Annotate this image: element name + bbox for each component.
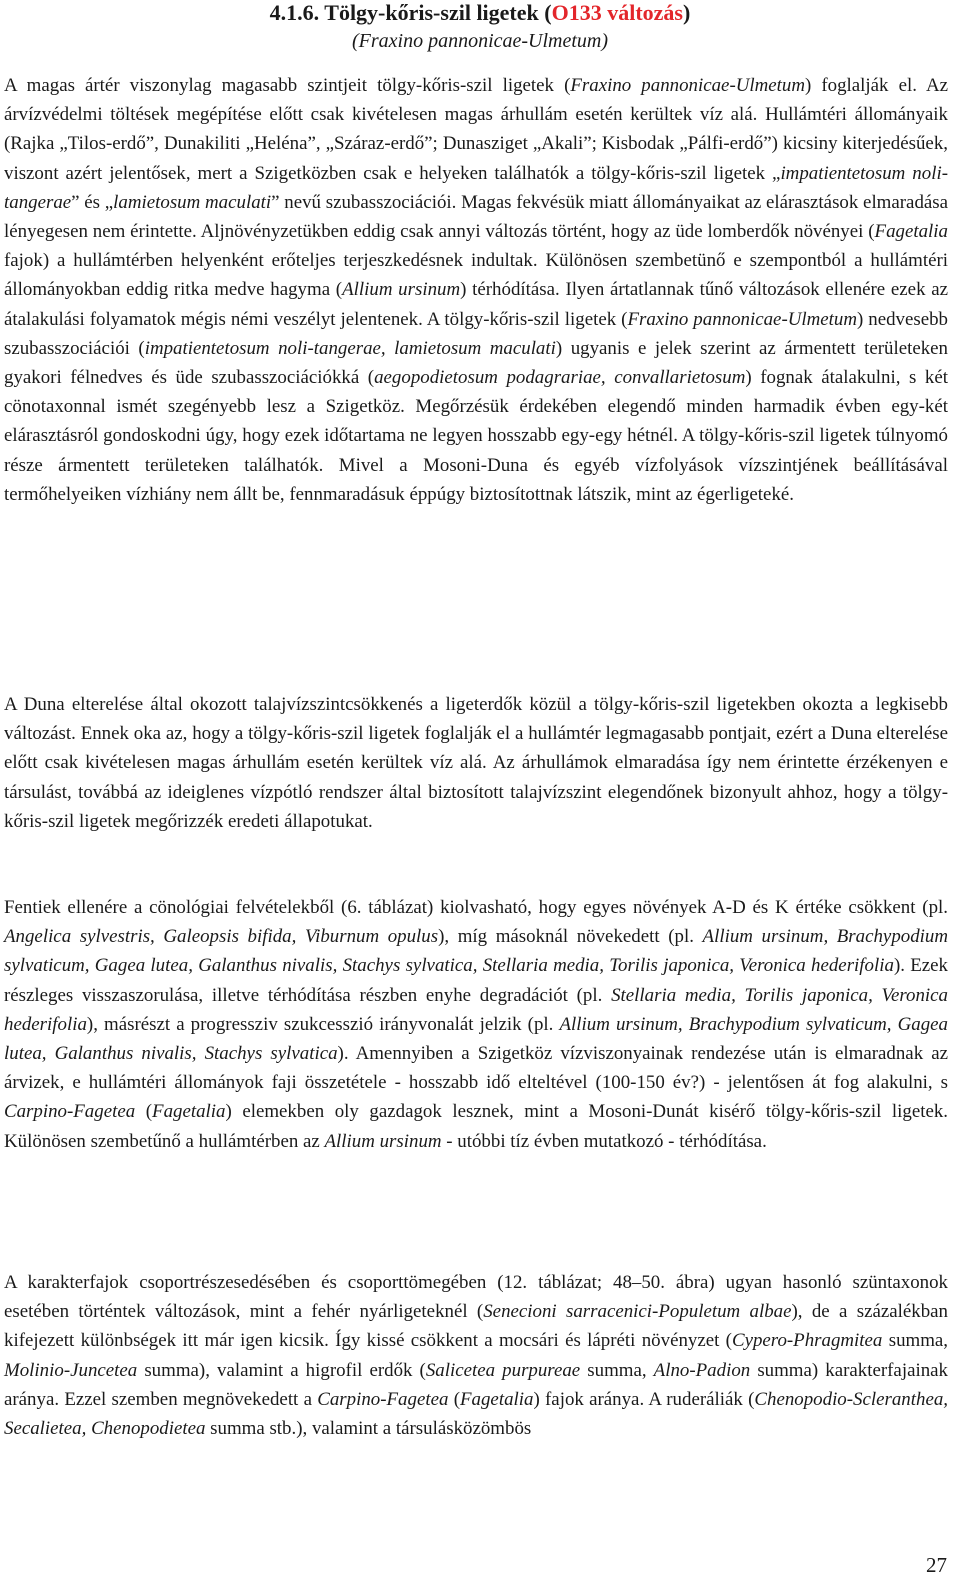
italic-taxon-text: Angelica sylvestris, Galeopsis bifida, Viburnum opulus <box>4 926 439 948</box>
italic-taxon-text: Fraxino pannonicae-Ulmetum <box>570 75 805 96</box>
section-subtitle: (Fraxino pannonicae-Ulmetum) <box>351 30 609 52</box>
paragraph-text: A karakterfajok csoportrészesedésében és csoporttömegében (12. táblázat; 48–50. ábra) ugyan hasonló szüntaxonok esetében történtek változások, mint a fehér nyárligeteknél ( <box>4 1272 948 1323</box>
italic-taxon-text: lamietosum maculati <box>113 191 272 213</box>
paragraph-text: ) elemekben oly gazdagok lesznek, mint a Mosoni-Dunát kisérő tölgy-kőris-szil ligetek. Különösen szembetűnő a hullámtérben az <box>4 1101 949 1152</box>
paragraph-2 <box>4 690 948 836</box>
paragraph-text: ( <box>135 1101 153 1123</box>
paragraph-text: Fentiek ellenére a cönológiai felvételekből (6. táblázat) kiolvasható, hogy egyes növények A-D és K értéke csökkent (pl. <box>4 897 948 918</box>
paragraph-text: summa) karakterfajainak aránya. Ezzel szemben megnövekedett a <box>4 1359 948 1410</box>
paragraph-text: ). Amennyiben a Szigetköz vízviszonyainak rendezése után is elmaradnak az árvizek, e hullámtéri állományok faji összetétele - hosszabb idő elteltével (100-150 év?) - jelentősen át fog alakulni, s <box>4 1043 949 1094</box>
paragraph-1 <box>4 71 948 509</box>
italic-taxon-text: Chenopodio-Scleranthea, Secalietea, Chenopodietea <box>4 1388 948 1440</box>
italic-taxon-text: Cypero-Phragmitea <box>731 1330 883 1352</box>
heading-suffix: ) <box>682 0 691 25</box>
change-code: O133 változás <box>551 0 683 25</box>
italic-taxon-text: Molinio-Juncetea <box>4 1359 138 1381</box>
paragraph-text: ), míg másoknál növekedett (pl. <box>438 926 703 948</box>
paragraph-text: ), másrészt a progressziv szukcesszió irányvonalát jelzik (pl. <box>86 1013 560 1035</box>
paragraph-text: ) fajok aránya. A ruderáliák ( <box>533 1388 755 1410</box>
paragraph-4 <box>4 1268 948 1443</box>
paragraph-text: A magas ártér viszonylag magasabb szintjeit tölgy-kőris-szil ligetek ( <box>4 75 571 96</box>
italic-taxon-text: Fagetalia <box>152 1101 226 1123</box>
italic-taxon-text: impatientetosum noli-tangerae, lamietosum maculati <box>144 337 556 359</box>
paragraph-text: summa, <box>580 1359 654 1381</box>
italic-taxon-text: Allium ursinum, Brachypodium sylvaticum, Gagea lutea, Galanthus nivalis, Stachys sylvatica <box>4 1013 948 1065</box>
paragraph-text: ( <box>448 1388 460 1410</box>
paragraph-text: ) foglalják el. Az árvízvédelmi töltések megépítése előtt csak kivételesen magas árhullám esetén kerültek víz alá. Hullámtéri állományaik (Rajka „Tilos-erdő”, Dunakiliti „Heléna”, „Száraz-erdő”; Dunasziget „Akali”; Kisbodak „Pálfi-erdő”) kicsiny kiterjedésűek, viszont azért jelentősek, mert a Szigetközben csak e helyeken találhatók a tölgy-kőris-szil ligetek „ <box>4 75 948 184</box>
paragraph-text: fajok) a hullámtérben helyenként erőteljes terjeszkedésnek indultak. Különösen szembetünő e szempontból a hullámtéri állományokban eddig ritka medve hagyma ( <box>4 250 948 301</box>
paragraph-text: ), de a százalékban kifejezett különbségek itt már igen kicsik. Így kissé csökkent a mocsári és lápréti növényzet ( <box>4 1301 948 1352</box>
paragraph-text: ) fognak átalakulni, s két cönotaxonnal ismét szegényebb lesz a Szigetköz. Megőrzésük érdekében elegendő minden harmadik évben egy-két elárasztásról gondoskodni úgy, hogy ezek időtartama ne legyen hosszabb egy-egy hétnél. A tölgy-kőris-szil ligetek túlnyomó része ármentett területeken találhatók. Mivel a Mosoni-Duna és egyéb vízfolyások vízszintjének beállításával termőhelyeiken vízhiány nem állt be, fennmaradásuk éppúgy biztosítottnak látszik, mint az égerligeteké. <box>4 367 948 505</box>
heading-prefix: 4.1.6. Tölgy-kőris-szil ligetek ( <box>269 0 552 25</box>
section-heading <box>0 0 960 26</box>
paragraph-3 <box>4 893 948 1156</box>
italic-taxon-text: impatientetosum noli-tangerae <box>4 162 948 213</box>
italic-taxon-text: Salicetea purpureae <box>425 1359 581 1381</box>
paragraph-text: summa, <box>882 1330 949 1352</box>
paragraph-text: ) ugyanis e jelek szerint az ármentett területeken gyakori félnedves és üde szubasszociációkká ( <box>4 337 949 389</box>
italic-taxon-text: Allium ursinum, Brachypodium sylvaticum, Gagea lutea, Galanthus nivalis, Stachys sylvatica, Stellaria media, Torilis japonica, Veronica hederifolia <box>4 926 948 977</box>
italic-taxon-text: aegopodietosum podagrariae, convallarietosum <box>374 367 746 389</box>
paragraph-text: ” és „ <box>71 191 114 213</box>
page-number: 27 <box>926 1553 947 1577</box>
paragraph-text: ) térhódítása. Ilyen ártatlannak tűnő változások ellenére ezek az átalakulási folyamatok mégis némi veszélyt jelentenek. A tölgy-kőris-szil ligetek ( <box>4 279 949 330</box>
italic-taxon-text: Fagetalia <box>460 1388 534 1410</box>
italic-taxon-text: Fraxino pannonicae-Ulmetum <box>627 308 857 330</box>
italic-taxon-text: Alno-Padion <box>653 1359 751 1381</box>
paragraph-text: ) nedvesebb szubasszociációi ( <box>4 308 949 359</box>
italic-taxon-text: Allium ursinum <box>342 279 461 301</box>
paragraph-text: summa stb.), valamint a társulásközömbös <box>205 1418 532 1440</box>
paragraph-text: ” nevű szubasszociációi. Magas fekvésük miatt állományaikat az elárasztások elmaradása lényegesen nem érintette. Aljnövényzetükben eddig csak annyi változás történt, hogy az üde lomberdők növényei ( <box>4 191 949 243</box>
italic-taxon-text: Allium ursinum <box>324 1130 442 1152</box>
paragraph-text: - utóbbi tíz évben mutatkozó - térhódítása. <box>441 1130 767 1152</box>
italic-taxon-text: Carpino-Fagetea <box>317 1388 449 1410</box>
paragraph-text: summa), valamint a higrofil erdők ( <box>137 1359 426 1381</box>
paragraph-text: A Duna elterelése által okozott talajvízszintcsökkenés a ligeterdők közül a tölgy-kőris-szil ligetekben okozta a legkisebb változást. Ennek oka az, hogy a tölgy-kőris-szil ligetek foglalják el a hullámtér legmagasabb pontjait, ezért a Duna elterelése előtt csak kivételesen magas árhullám esetén kerültek víz alá. Az árhullámok elmaradása így nem érintette érzékenyen e társulást, továbbá az ideiglenes vízpótló rendszer által biztosított talajvízszint elegendőnek bizonyult ahhoz, hogy a tölgy-kőris-szil ligetek megőrizzék eredeti állapotukat. <box>4 694 948 832</box>
paragraph-text: ). Ezek részleges visszaszorulása, illetve térhódítása részben enyhe degradációt (pl. <box>4 955 948 1006</box>
italic-taxon-text: Fagetalia <box>874 221 948 243</box>
italic-taxon-text: Carpino-Fagetea <box>4 1101 136 1123</box>
italic-taxon-text: Stellaria media, Torilis japonica, Veronica hederifolia <box>4 984 948 1035</box>
italic-taxon-text: Senecioni sarracenici-Populetum albae <box>483 1301 792 1323</box>
